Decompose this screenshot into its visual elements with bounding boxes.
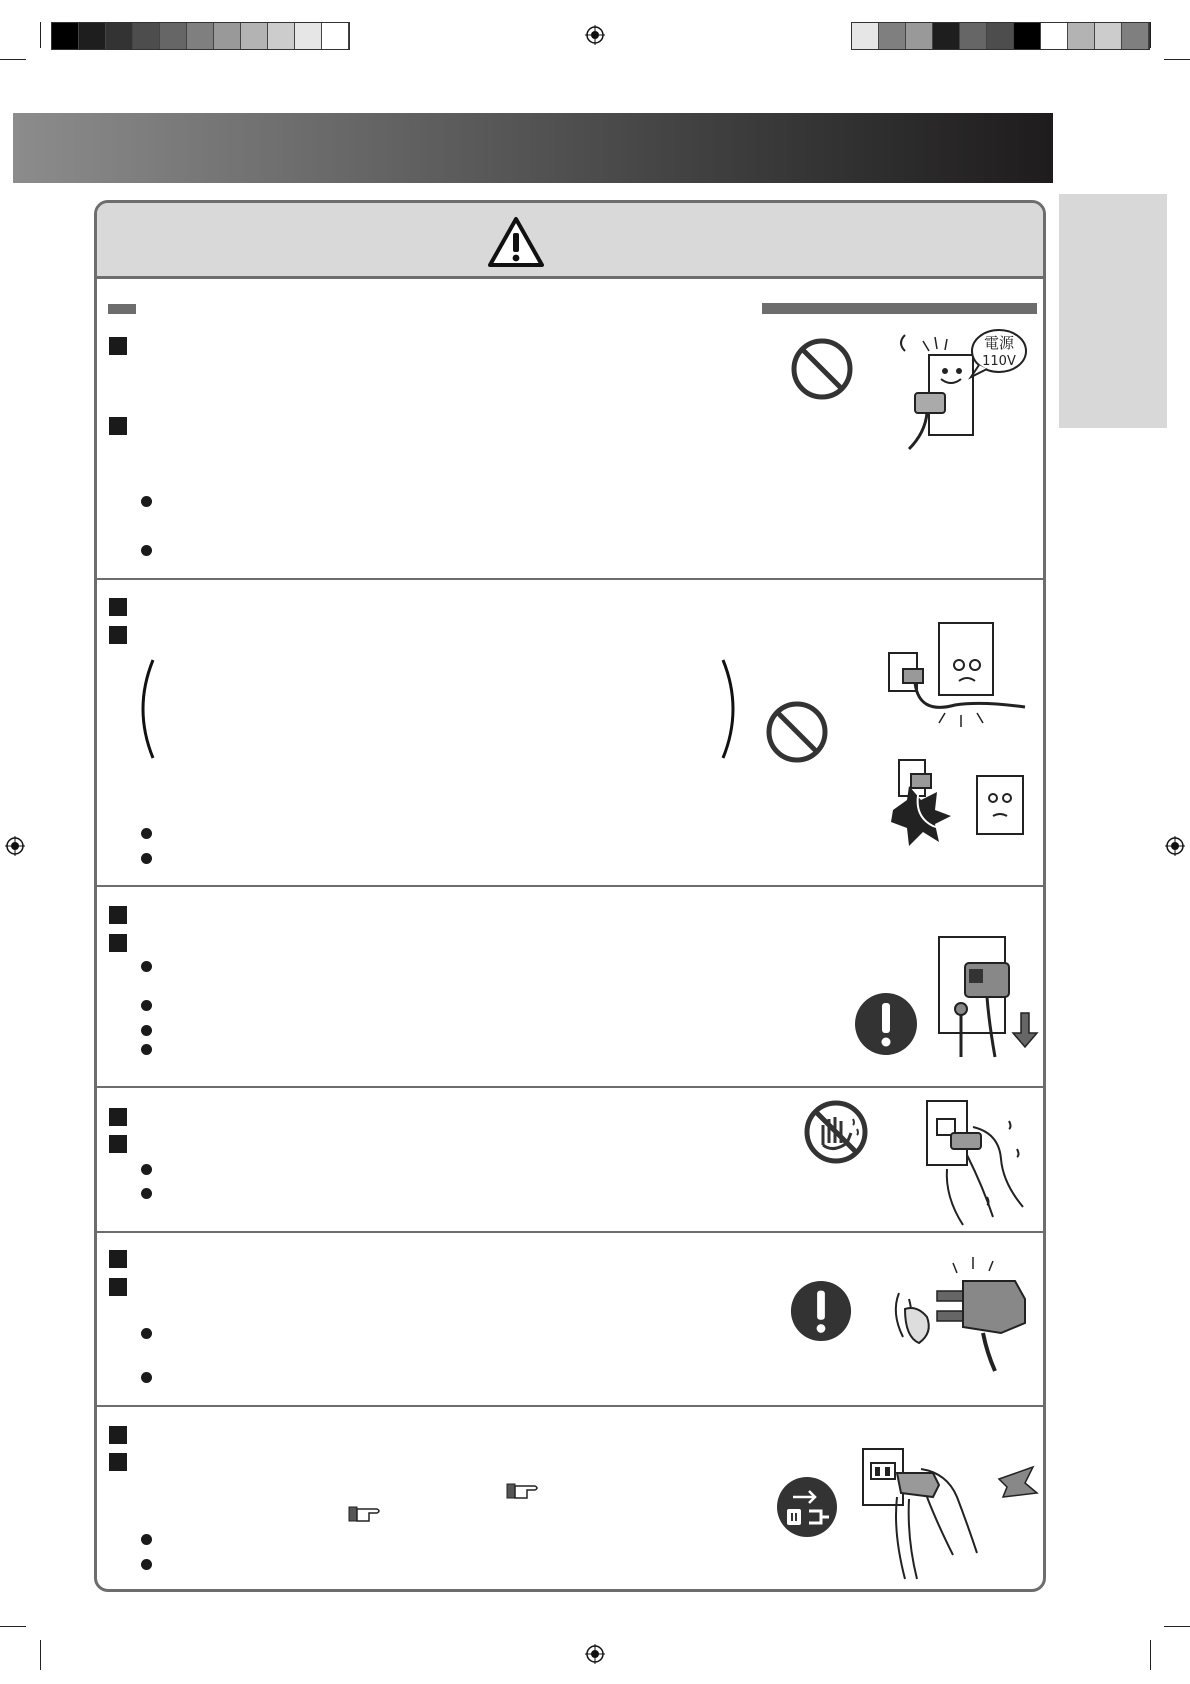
mandatory-action-icon bbox=[853, 991, 919, 1057]
damaged-cord-illustration-icon bbox=[889, 756, 1034, 856]
section-header-band bbox=[13, 113, 1053, 183]
section-label-bar bbox=[108, 304, 136, 314]
item-marker bbox=[109, 1426, 127, 1444]
color-swatch bbox=[295, 23, 322, 49]
bullet bbox=[141, 1559, 152, 1570]
color-swatch bbox=[960, 23, 987, 49]
item-marker bbox=[109, 1250, 127, 1268]
plug-pull-down-illustration-icon bbox=[935, 933, 1040, 1059]
item-marker bbox=[109, 626, 127, 644]
color-swatch bbox=[1122, 23, 1149, 49]
crop-mark bbox=[0, 1626, 26, 1627]
color-swatch bbox=[879, 23, 906, 49]
color-swatch bbox=[1095, 23, 1122, 49]
color-bar-left bbox=[51, 22, 350, 50]
section-divider bbox=[97, 885, 1043, 887]
warning-panel-header bbox=[97, 203, 1043, 279]
unplugging-hand-illustration-icon bbox=[857, 1443, 1042, 1583]
item-marker bbox=[109, 934, 127, 952]
color-swatch bbox=[268, 23, 295, 49]
pointing-hand-icon bbox=[505, 1478, 541, 1502]
registration-mark-bottom-icon bbox=[585, 1644, 605, 1664]
color-swatch bbox=[214, 23, 241, 49]
item-marker bbox=[109, 337, 127, 355]
prohibition-icon bbox=[765, 700, 829, 764]
item-marker bbox=[109, 1135, 127, 1153]
close-bracket bbox=[707, 658, 747, 760]
bullet bbox=[141, 1164, 152, 1175]
bullet bbox=[141, 1025, 152, 1036]
crop-mark bbox=[40, 22, 41, 48]
color-swatch bbox=[852, 23, 879, 49]
bullet bbox=[141, 1188, 152, 1199]
bullet bbox=[141, 853, 152, 864]
bullet bbox=[141, 496, 152, 507]
color-swatch bbox=[52, 23, 79, 49]
color-bar-right bbox=[851, 22, 1150, 50]
section-divider bbox=[97, 578, 1043, 580]
color-swatch bbox=[1014, 23, 1041, 49]
no-wet-hands-icon bbox=[803, 1099, 869, 1165]
item-marker bbox=[109, 598, 127, 616]
mandatory-action-icon bbox=[789, 1279, 853, 1343]
item-marker bbox=[109, 1453, 127, 1471]
registration-mark-right-icon bbox=[1165, 836, 1185, 856]
registration-mark-left-icon bbox=[5, 836, 25, 856]
color-swatch bbox=[187, 23, 214, 49]
color-swatch bbox=[133, 23, 160, 49]
bullet bbox=[141, 961, 152, 972]
open-bracket bbox=[129, 658, 169, 760]
pinched-cord-illustration-icon bbox=[885, 621, 1030, 731]
color-swatch bbox=[1041, 23, 1068, 49]
section-divider bbox=[97, 1405, 1043, 1407]
bullet bbox=[141, 1044, 152, 1055]
bullet bbox=[141, 1000, 152, 1011]
speech-bubble-line-2: 110V bbox=[982, 354, 1016, 369]
crop-mark bbox=[0, 59, 26, 60]
crop-mark bbox=[40, 1640, 41, 1670]
crop-mark bbox=[1150, 1640, 1151, 1670]
crop-mark bbox=[1164, 59, 1190, 60]
item-marker bbox=[109, 906, 127, 924]
color-swatch bbox=[987, 23, 1014, 49]
crop-mark bbox=[1164, 1626, 1190, 1627]
bullet bbox=[141, 828, 152, 839]
item-marker bbox=[109, 1108, 127, 1126]
item-marker bbox=[109, 417, 127, 435]
crop-mark bbox=[1150, 22, 1151, 48]
unplug-icon bbox=[775, 1475, 839, 1539]
registration-mark-top-icon bbox=[585, 25, 605, 45]
pointing-hand-icon bbox=[347, 1501, 383, 1525]
section-divider bbox=[97, 1086, 1043, 1088]
color-swatch bbox=[906, 23, 933, 49]
warning-triangle-icon bbox=[486, 215, 546, 269]
chapter-side-tab bbox=[1059, 194, 1167, 428]
speech-bubble-line-1: 電源 bbox=[983, 334, 1015, 352]
dusty-plug-cleaning-illustration-icon bbox=[883, 1253, 1033, 1373]
color-swatch bbox=[106, 23, 133, 49]
bullet bbox=[141, 1534, 152, 1545]
color-swatch bbox=[322, 23, 349, 49]
section-label-bar bbox=[762, 303, 1037, 314]
warning-panel bbox=[94, 200, 1046, 1592]
section-divider bbox=[97, 1231, 1043, 1233]
bullet bbox=[141, 1372, 152, 1383]
color-swatch bbox=[933, 23, 960, 49]
socket-110v-illustration-icon bbox=[887, 315, 1027, 455]
bullet bbox=[141, 545, 152, 556]
bullet bbox=[141, 1328, 152, 1339]
prohibition-icon bbox=[790, 337, 854, 401]
color-swatch bbox=[241, 23, 268, 49]
color-swatch bbox=[1068, 23, 1095, 49]
color-swatch bbox=[160, 23, 187, 49]
wet-hand-plug-illustration-icon bbox=[923, 1097, 1035, 1227]
color-swatch bbox=[79, 23, 106, 49]
item-marker bbox=[109, 1278, 127, 1296]
